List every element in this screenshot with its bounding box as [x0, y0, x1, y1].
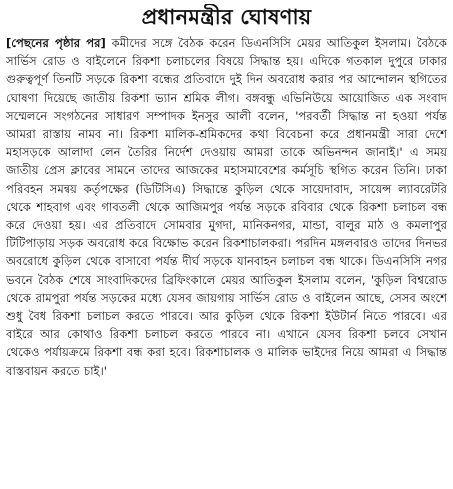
article-body: [6, 34, 447, 380]
continuation-marker: [পেছনের পৃষ্ঠার পর]: [6, 36, 106, 50]
news-article: [6, 4, 447, 485]
article-headline: প্রধানমন্ত্রীর ঘোষণায়: [141, 5, 312, 29]
article-body-text: কমীদের সঙ্গে বৈঠক করেন ডিএনসিসি মেয়র আতিকুল ইসলাম। বৈঠকে সার্ভিস রোড ও বাইলেনে রিকশা চলাচলের বিষয়ে সিদ্ধান্ত হয়। এদিকে গতকাল দুপুরে ঢাকার গুরুত্বপূর্ণ তিনটি সড়কে রিকশা বন্ধের প্রতিবাদে দুই দিন অবরোধ করার পর আন্দোলন স্থগিতের ঘোষণা দিয়েছে জাতীয় রিকশা ভ্যান শ্রমিক লীগ। বঙ্গবন্ধু এভিনিউয়ে আয়োজিত এক সংবাদ সম্মেলনে সংগঠনের সাধারণ সম্পাদক ইনসুর আলী বলেন, 'পরবর্তী সিদ্ধান্ত না হওয়া পর্যন্ত আমরা রাস্তায় নামব না। রিকশা মালিক-শ্রমিকদের কথা বিবেচনা করে প্রধানমন্ত্রী সারা দেশে মহাসড়কে আলাদা লেন তৈরির নির্দেশ দেওয়ায় আমরা তাকে অভিনন্দন জানাই।' এ সময় জাতীয় প্রেস ক্লাবের সামনে তাদের আজকের মহাসমাবেশের কর্মসূচি স্থগিত করেন তিনি। ঢাকা পরিবহন সমন্বয় কর্তৃপক্ষের (ডিটিসিএ) সিদ্ধান্তে কুড়িল থেকে সায়েদাবাদ, সায়েন্স ল্যাবরেটরি থেকে শাহবাগ এবং গাবতলী থেকে আজিমপুর পর্যন্ত সড়কে রবিবার থেকে রিকশা চলাচল বন্ধ করে দেওয়া হয়। এর প্রতিবাদে সোমবার মুগদা, মানিকনগর, মান্ডা, বালুর মাঠ ও কমলাপুর টিটিপাড়ায় সড়ক অবরোধ করে বিক্ষোভ করেন রিকশাচালকরা। পরদিন মঙ্গলবারও তাদের দিনভর অবরোধে কুড়িল থেকে বাসাবো পর্যন্ত দীর্ঘ সড়কে যানবাহন চলাচল বন্ধ থাকে। ডিএনসিসি নগর ভবনে বৈঠক শেষে সাংবাদিকদের ব্রিফিংকালে মেয়র আতিকুল ইসলাম বলেন, 'কুড়িল বিশ্বরোড থেকে রামপুরা পর্যন্ত সড়কের মধ্যে যেসব জায়গায় সার্ভিস রোড ও বাইলেন আছে, সেসব অংশে শুধু বৈধ রিকশা চলাচল করতে পারবে। আর কুড়িল থেকে রিকশা ইউটার্ন নিতে পারবে। এর বাইরে আর কোথাও রিকশা চলাচল করতে পারবে না। এখানে যেসব রিকশা চলবে সেখান থেকেও পর্যায়ক্রমে রিকশা বন্ধ করা হবে। রিকশাচালক ও মালিক ভাইদের নিয়ে আমরা এ সিদ্ধান্ত বাস্তবায়ন করতে চাই।': [6, 36, 447, 378]
